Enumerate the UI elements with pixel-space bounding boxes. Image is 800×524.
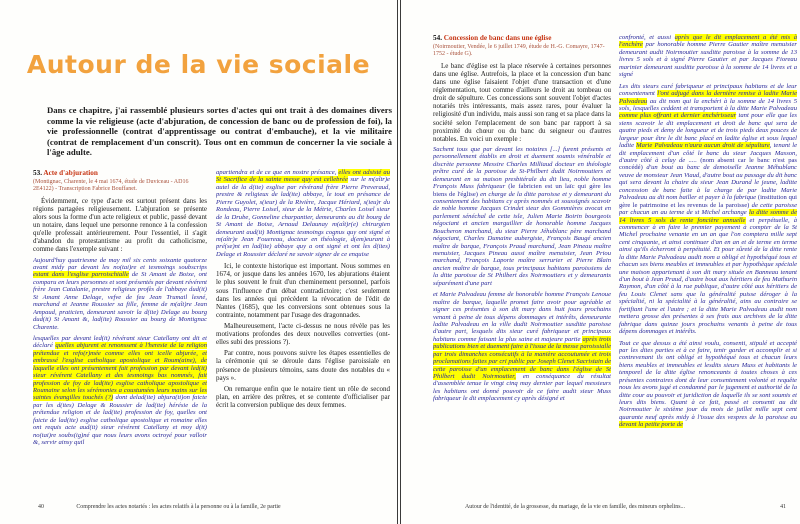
editor-note-text: (nom absent car le banc n'est pas concédé) [619,157,797,172]
section-number: 53. [33,169,44,177]
commentary-paragraph [216,385,390,409]
act-source-reference: (Montignac, Charente, le 4 mai 1674, étude de Duviceau - AD16 2E4122) - Transcription Fabrice Bouffanet. [33,178,189,192]
text-segment: Par contre, nous pouvons suivre les étapes essentielles de la cérémonie qui se déroule dans l'église paroissiale en présence de plusieurs témoins, sans doute des notables du « pays ». [216,349,390,382]
highlighted-text: après trois publications bien et duement faire à l'issue de la messe paroissialle par trois dimanches consécutifs à la manière accoutumée et trois proclamations faites par cri public par Joseph Clenet Sacristain de cette paroisse d'un emplacement de banc dans l'église de St Philbert dudit Noirmoutier, [433,335,611,381]
highlighted-text: après que le dit emplacement a été mis à l'enchère [619,34,797,49]
page-left [0,0,397,524]
text-segment: sur le m(aîtr)e autel de la d(ite) esglise par révérand frère Pierre Preveraud, prestre & religieux de lad(ite) abbaye, le tout en présance de Pierre Guyolet, s(ieur) de la Rivière, Jacque Hériard, s(ieu)r du Rondeau, Pierre Loisel, sieur de la Métrie, Charles Loisel sieur de la Drube, Gonneline charpantier, demeurants au dit bourg de St Amant de Boixe, Arnaud Delaunay m(aît)r(e) chirurgien demeurant aud(it) Montignac tesmoings cognus quy ont signé et m(aîtr)e Jean Fouereau, docteur en théologie, d(em)eurant à pré(se)nt en lad(ite) abbaye quy a ont signé et ont les d(ites) Delage et Roussier déclaré ne savoir signer de ce enquise [216,176,390,258]
act-transcription-paragraph [216,169,390,258]
section-heading [33,169,207,178]
act-source-reference: (Noirmoutier, Vendée, le 6 juillet 1749, étude de H.-G. Comayre, 1747-1752 - étude G). [433,43,605,57]
text-segment: et Marie Palvadeau femme de honorable homme François Lenoue maître de barque, laquelle promet faire avoir pour agréable et signer ces présentes à son dit mary dans huit jours prochains venant à peine de tous dépens dommages et intérêts, demeurante ladite Palvadeau en la ville dudit Noirmoutier susditte paroisse d'autre part, lesquels dits sieur curé fabriqueur et principaux habitans comme faisant la plus saine et majeure partie [433,291,611,343]
page-right [400,0,800,524]
right-page-column-2 [619,34,797,506]
text-segment: de cette paroisse par chacun an au terme de st Michel archange [619,201,797,217]
editor-note-text: (institution qui gère le patrimoine et les revenus de la paroisse) [619,194,797,209]
page-number-right: 41 [780,504,786,510]
text-segment: au dit nom qui la enchéri à la somme de 14 livres 5 sols, lesquelles ceddent et transportent à la ditte Marie Palvadeau [619,97,797,112]
right-page-column-1 [433,34,611,506]
text-segment: Les dits sieurs curé fabriqueur et principaux habitans et de leur consentement [619,82,797,98]
act-transcription-paragraph [33,335,207,447]
right-page-footer [400,504,800,514]
left-page-footer [0,504,397,514]
commentary-paragraph [216,349,390,381]
act-transcription-paragraph [619,340,797,429]
act-transcription-paragraph [433,291,611,403]
text-segment: Tout ce que dessus a été ainsi voulu, consenti, stipulé et accepté par les dites parties et à ce faire, tenir garder et accomplir et si contrevenant ils ont obligé et hypothéqué tous et chacun leurs biens meubles et immeubles et lesdits sieurs Muss et habitants le temporel de la ditte église renonceants à toutes choses à ces présentes contraires dont de leur consentement volonté et requête nous les avons jugé et condamné par le jugement et authorité de la ditte cour au pouvoir et juridiction de laquelle ils se sont soumis et leurs dits biens. Quant à ce fait, passé et consenti au dit Noirmoutier le sixième jour du mois de juillet mille sept cent quarante neuf après midy à l'issue des vespres de la paroisse au [619,339,797,421]
highlighted-text: comme plus offrant et dernier enchérisseur [619,112,737,120]
right-page-columns [433,34,797,506]
left-page-columns [33,169,390,505]
text-segment: de St Amant de Boixe, ont comparu en leurs personnes et sont présentés par devant révérent frère Jean Catalanie, prestre religieux profès de l'abbaye dud(it) St Amant Anne Delage, vefve de feu Jean Trumail lesné, marchand et Jeanne Roussier sa fille, femme de m(aît)re Jean Ampaud, praticien, demeurant savoir la d(ite) Delage au bourg dud(it) St Amant &, lad(ite) Roussier au bourg de Montignac Charente. [33,271,207,331]
running-footer-right: Autour de l'identité, de la grossesse, du mariage, de la vie en famille, des mineurs orphelins... [465,504,685,510]
act-transcription-paragraph [619,83,797,336]
text-segment: Le banc d'église est la place réservée à certaines personnes dans une église. Autrefois, la place et la concession d'un banc dans une église faisaient l'objet d'une transaction et d'une réglementation, tout comme d'ailleurs le droit au tombeau ou droit de sépulture. Ces concessions sont souvent l'objet d'actes notariés très intéressants, mais assez rares, pour évaluer la religiosité d'un individu, mais aussi son rang et sa place dans la société selon l'emplacement de son banc par rapport à sa proximité du chœur ou du banc du seigneur ou d'autres notables. En voici un exemple : [433,61,611,143]
section-title: Concession de banc dans une église [443,34,552,42]
act-transcription-paragraph [433,146,611,287]
text-segment: Évidemment, ce type d'acte est surtout présent dans les régions partagées religieusement. L'abjuration se présente alors sous la forme d'un acte religieux et public, passé devant un notaire, dans lequel une personne renonce à la confession qu'elle professait antérieurement. Pour l'essentiel, il s'agit d'abandon du protestantisme au profit du catholicisme, comme dans l'exemple suivant : [33,196,207,254]
section-number: 54. [433,34,444,42]
commentary-paragraph [216,322,390,346]
text-segment: en charge de la ditte paroisse et y demeurant du consentement des habitans cy après nommés et soussignés scavoir de noble homme Jacques Crindet sieur des Gommières avocat en parlement sénéchal de cette isle, Julien Marie Boirin bourgeois négociant et ancien marguillier de honorable homme Jacques Boucheron marchand, du sieur Pierre Jéhublanc père marchand négociant, Charles Dumaine aubergiste, François Baugé ancien maître de barque, François Praud marchand, Jean Pineau maître menuisier, Jacques Pineau aussi maître menuisier, Jean Priou marchand, François Laporte maître serrurier et Pierre Blain ancien maître de barque, tous principaux habitans paroissiens de la ditte paroisse de St Philbert des Noirmoutiers et y demeurants séparément d'une part [433,190,611,287]
highlighted-text: estant dans l'esglise parroischialle [33,271,129,279]
highlighted-text: elles ont adsisté au St Sacrifice de la sainte messe quy est cellebrée [216,169,390,184]
highlighted-text: Marie Palvadeau n'aura aucun droit de sépulture [636,142,770,150]
text-segment: Ici, le contexte historique est important. Nous sommes en 1674, or jusque dans les années 1670, les abjurations étaient le plus souvent le fruit d'un cheminement personnel, parfois sous l'influence d'un débat contradictoire; c'est seulement dans les années qui précèdent la révocation de l'édit de Nantes (1685), que les conversions sont obtenues sous la contrainte, notamment par l'usage des dragonnades. [216,262,390,319]
commentary-paragraph [33,197,207,254]
highlighted-text: devant la petite porte de [619,421,684,429]
text-segment: lesquelles par devant led(it) révérant sieur Catellany ont dit et déclaré [33,334,207,350]
highlighted-text: quelles abjurent et renonssent à l'heresie de la religion prétendue et refo(r)mée comme elles ont icelle abjurée, et embrassé l'esglise catholique apostolique et Roum(aine), de laquelle elles ont présentement fait profession par devant led(it) sieur révérent Catellany et des tesmoings bas nommés, fait profession de foy de lad(ite) esglise catholique apostolique et Roumaine selon les sérémonies a coustumées leurs mains sur les saintes évangilles touchés (?) [33,342,207,402]
running-footer-left: Comprendre les actes notariés : les actes relatifs à la personne ou à la famille, 2e partie [76,504,281,510]
text-segment: Sachent tous que par devant les notaires [...] furent présents et personnellement établis en droit et duement soumis vénérable et discrète personne Messire Charles Milliaud docteur en théologie prêtre curé de la paroisse de St-Philbert dudit Noirmoutiers et demeurant en sa maison presbitérale du dit lieu, noble homme François Muss fabriqueur [433,145,611,191]
text-segment: , tenant le dit emplacement d'un côté le banc du sieur Jacques Masson, d'autre côté à celuy de ..... [619,142,797,164]
text-segment: confronté, et aussi [619,34,675,41]
page-number-left: 40 [38,504,44,510]
highlighted-text: l'ont adjugé dans la dernière remise à ladite Marie Palvadeau [619,90,797,105]
text-segment: en conséquance du résultat d'assemblée tenue le vingt cinq may dernier par lequel messieurs les habitans ont donné pouvoir de ce faire audit sieur Muss fabriqueur le dit emplacement cy après désigné et [433,373,611,403]
text-segment: Aujourd'huy quatriesme de may mil six cents soixante quatorze avant midy par devant les no(tai)re et tesmoings soubscrips [33,256,207,271]
highlighted-text: la ditte somme de 14 livres 5 sols de rente foncière annuelle [619,209,797,224]
text-segment: apartiendra et de ce que en nostre présance, [216,169,339,176]
text-segment: dont delad(ite) abjura(ti)on faicte par les d(ites) Delage & Roussier de lad(ite) hérésie de la prétendue religion et de lad(ite) profession de foy, quelles ont faicte de lad(ite) esglise catholique apostolique et romaine elles ont requis acte aud(it) sieur révérent Catellany et moy d(it) no(tai)re soubs(ig)né que nous leurs avons octroyé pour valloir &, servir ainsy quil [33,394,207,447]
text-segment: et perpétuelle, à commencer à en faire le premier payement à compter de la St Michel prochaine venante en un an que l'on comptera mille sept cent cinquante, et ainsi continuer d'an en an et de terme en terme ainsi qu'ils écherront à perpétuité. Et pour sûreté de la ditte rente la ditte Marie Palvadeau audit nom a obligé et hypothéqué tous et chacun ses biens meubles et immeubles et par hypothèque spéciale une maison appartenant à son dit mary située en Banneau tenant d'un bout à Jean Praud, d'autre bout aux héritiers de feu Mathurin Raymon, d'un côté à la rue publique, d'autre côté aux héritiers de feu Louis Clenet sans que la généralité puisse déroger à la spécialité, ni la spécialité à la généralité, ains au contraire se fortifiant l'une et l'autre ; et la ditte Marie Palvadeau audit nom mettera grosse des présentes à ses frais aux archives de la ditte fabrique dans quinze jours prochains venants à peine de tous dépens dommages et intérêts. [619,216,797,336]
left-page-column-2 [216,169,390,505]
text-segment: tant pour elle que les siens scavoir le dit emplacement et droit de banc qui sera de quatre pieds et demy de longueur et de trois pieds deux pouces de largeur pour être le dit banc placé en ladite église et sous lequel ladite [619,112,797,150]
text-segment: On remarque enfin que le notaire tient un rôle de second plan, en arrière des prêtres, et se contente d'officialiser par écrit la conversion publique des deux femmes. [216,384,390,409]
act-transcription-paragraph [33,257,207,331]
chapter-intro: Dans ce chapitre, j'ai rassemblé plusieurs sortes d'actes qui ont trait à des domaines divers comme la vie religieuse (acte d'abjuration, de concession de banc ou de profession de foi), la vie professionnelle (contrat d'apprentissage ou contrat d'embauche), et la vie militaire (contrat de remplacement d'un conscrit). Tous ont en commun de concerner la vie sociale à l'âge adulte. [47,105,392,158]
editor-note-text: (le fabricien est un laïc qui gère les biens de l'église) [433,183,611,198]
section-title: Acte d'abjuration [43,169,98,177]
text-segment: par honorable homme Pierre Gautier maître menuisier demeurant audit Noirmoutier susditte paroisse à la somme de 13 livres 5 sols et à signé Pierre Gautier et par Jacques Fioreau marinier demeurant susditte paroisse à la somme de 14 livres et a signé [619,41,797,79]
text-segment: d'un bout au banc de demoiselle Jeanne Méhublanc veuve de monsieur Jean Viaud, d'autre bout au passage du dit banc qui sera devant la chaire du sieur Jean Durand le jeune, laditte concession de banc faite à la charge de par ladite Marie Palvadeau au dit nom bailler et payer à la fabrique [619,164,797,202]
act-transcription-paragraph [619,34,797,79]
section-heading [433,34,611,43]
commentary-paragraph [433,62,611,143]
chapter-title: Autour de la vie sociale [26,50,371,79]
text-segment: Malheureusement, l'acte ci-dessus ne nous révèle pas les motivations profondes des deux nouvelles converties (ont-elles subi des pressions ?). [216,322,390,347]
left-page-column-1 [33,169,207,505]
commentary-paragraph [216,262,390,319]
